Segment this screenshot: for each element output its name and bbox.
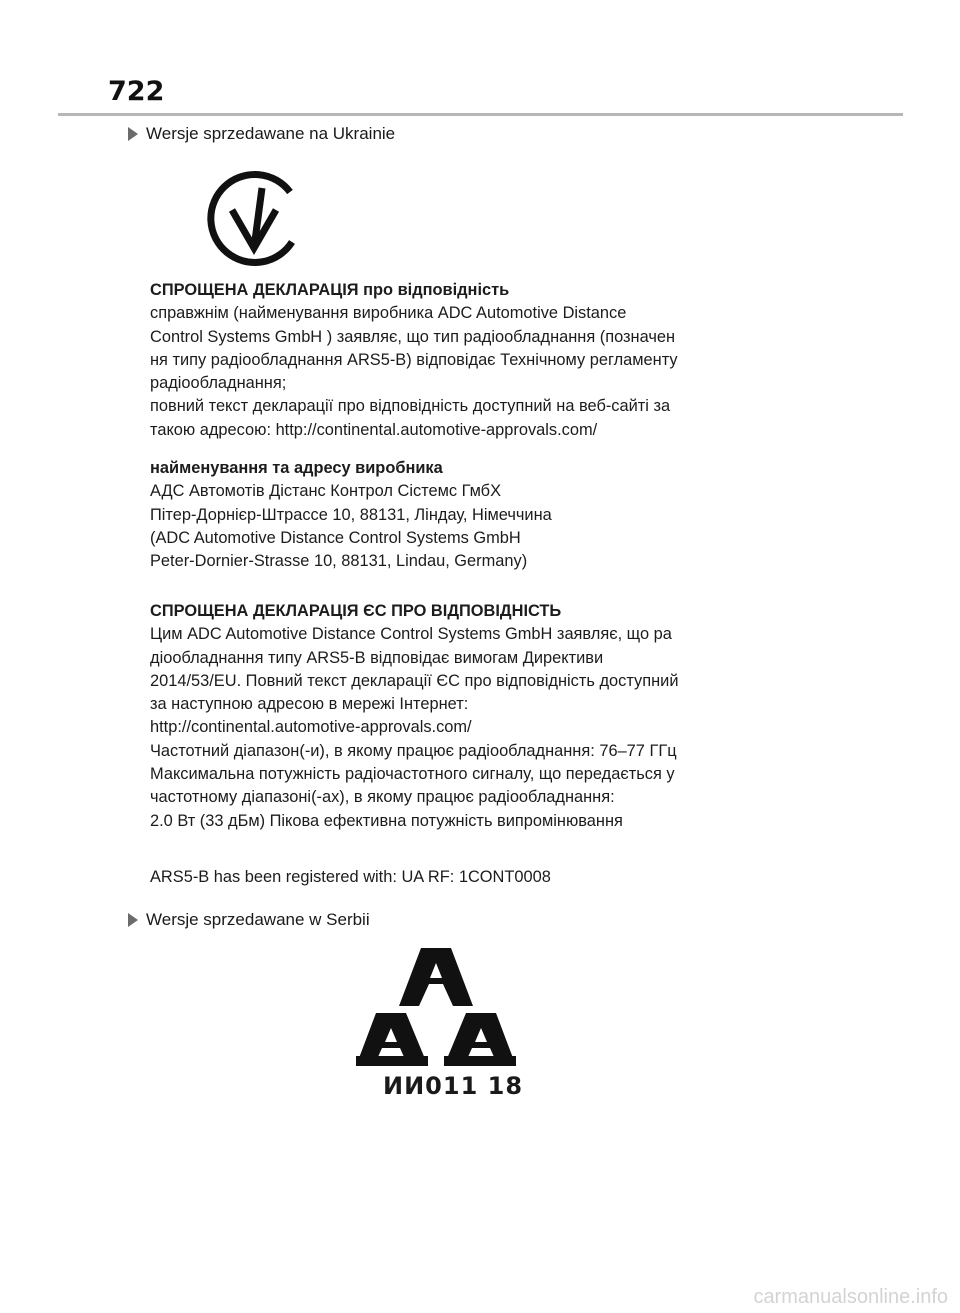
declaration-line: повний текст декларації про відповідність доступний на веб-сайті за [150, 397, 671, 416]
triangle-right-icon [128, 127, 138, 141]
triangle-right-icon [128, 913, 138, 927]
section-heading-serbia [128, 910, 370, 930]
eu-declaration-block [150, 600, 810, 833]
manufacturer-line: Пітер-Дорнієр-Штрассе 10, 88131, Ліндау, Німеччина [150, 505, 552, 524]
eu-declaration-line: 2.0 Вт (33 дБм) Пікова ефективна потужність випромінювання [150, 811, 623, 830]
serbian-conformity-mark-icon [356, 946, 516, 1071]
eu-declaration-title: СПРОЩЕНА ДЕКЛАРАЦІЯ ЄС ПРО ВІДПОВІДНІСТЬ [150, 602, 562, 620]
manufacturer-line: (ADC Automotive Distance Control Systems GmbH [150, 528, 521, 547]
eu-declaration-line: діообладнання типу ARS5-B відповідає вимогам Директиви [150, 648, 604, 667]
section-heading-serbia-text: Wersje sprzedawane w Serbii [146, 910, 370, 929]
ukrainian-conformity-mark-icon [204, 170, 304, 270]
header-divider [58, 113, 903, 116]
eu-declaration-line: за наступною адресою в мережі Інтернет: [150, 695, 469, 714]
declaration-line: такою адресою: http://continental.automotive-approvals.com/ [150, 420, 598, 439]
eu-declaration-line: частотному діапазоні(-ах), в якому працює радіообладнання: [150, 788, 615, 807]
watermark: carmanualsonline.info [753, 1286, 948, 1308]
eu-declaration-line: 2014/53/EU. Повний текст декларації ЄС про відповідність доступний [150, 671, 679, 690]
page-number: 722 [108, 76, 165, 107]
declaration-line: радіообладнання; [150, 374, 287, 393]
manufacturer-line: АДС Автомотів Дістанс Контрол Сістемс ГмбХ [150, 482, 501, 501]
registration-line: ARS5-B has been registered with: UA RF: 1CONT0008 [150, 868, 551, 886]
eu-declaration-line: Цим ADC Automotive Distance Control Systems GmbH заявляє, що ра [150, 625, 672, 644]
ua-declaration-block-1 [150, 279, 810, 442]
serbian-mark-code: ИИ011 18 [383, 1072, 524, 1100]
eu-declaration-line: Максимальна потужність радіочастотного сигналу, що передається у [150, 765, 675, 784]
declaration-line: справжнім (найменування виробника ADC Automotive Distance [150, 304, 627, 323]
declaration-line: ня типу радіообладнання ARS5-B) відповідає Технічному регламенту [150, 350, 678, 369]
declaration-title: СПРОЩЕНА ДЕКЛАРАЦІЯ про відповідність [150, 281, 510, 299]
registration-block [150, 866, 810, 889]
eu-declaration-line: http://continental.automotive-approvals.com/ [150, 718, 472, 737]
manufacturer-title: найменування та адресу виробника [150, 459, 443, 477]
ua-manufacturer-block [150, 457, 810, 573]
eu-declaration-line: Частотний діапазон(-и), в якому працює радіообладнання: 76–77 ГГц [150, 741, 677, 760]
section-heading-ukraine-text: Wersje sprzedawane na Ukrainie [146, 124, 396, 143]
section-heading-ukraine [128, 124, 395, 144]
declaration-line: Control Systems GmbH ) заявляє, що тип радіообладнання (позначен [150, 327, 676, 346]
manufacturer-line: Peter-Dornier-Strasse 10, 88131, Lindau, Germany) [150, 552, 528, 571]
